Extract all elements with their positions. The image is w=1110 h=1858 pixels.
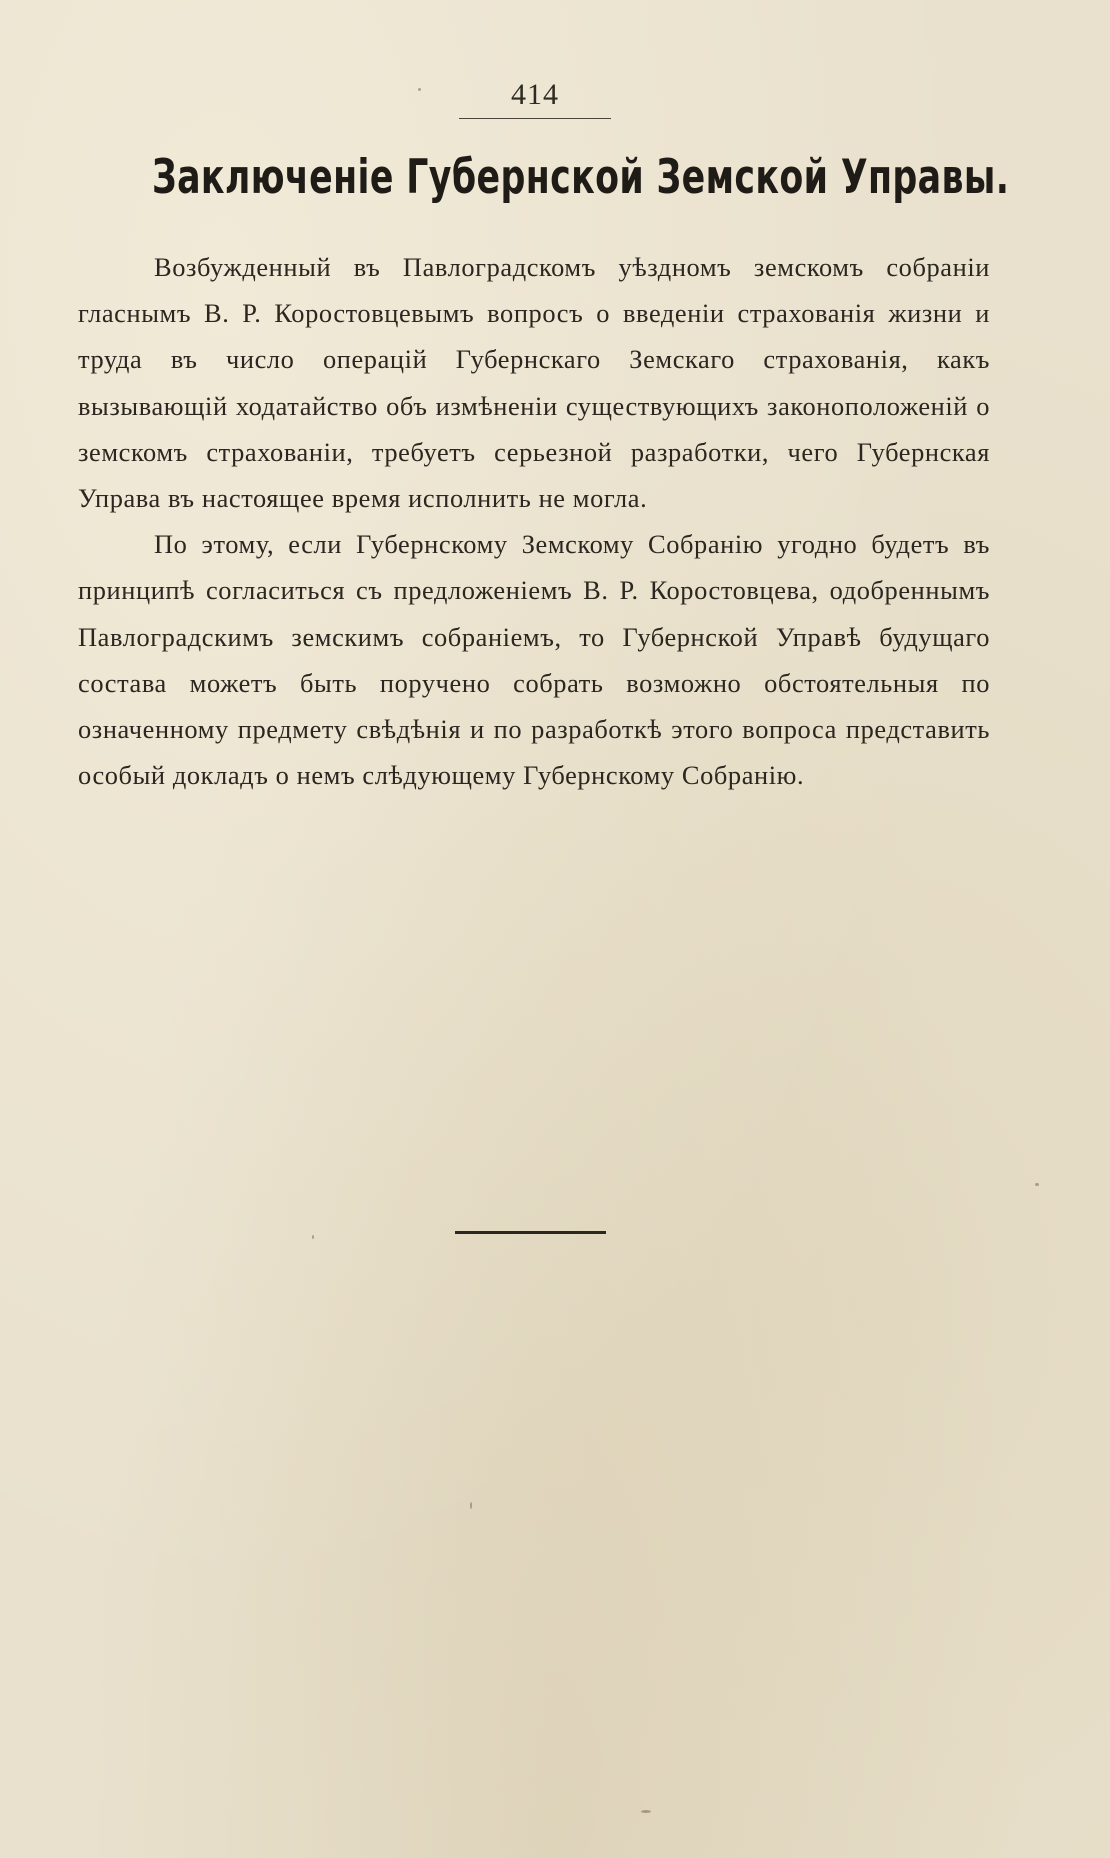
paper-speck	[1035, 1183, 1039, 1186]
section-heading: Заключеніе Губернской Земской Управы.	[152, 150, 1010, 205]
paper-speck	[470, 1502, 472, 1509]
paper-speck	[418, 88, 421, 91]
body-text	[78, 244, 990, 798]
paragraph-2: По этому, если Губернскому Земскому Собранію угодно будетъ въ принципѣ согласиться съ предложеніемъ В. Р. Коростовцева, одобреннымъ Павлоградскимъ земскимъ собраніемъ, то Губернской Управѣ будущаго состава можетъ быть поручено собрать возможно обстоятельныя по означенному предмету свѣдѣнія и по разработкѣ этого вопроса представить особый докладъ о немъ слѣдующему Губернскому Собранію.	[78, 529, 990, 791]
paper-speck	[312, 1235, 314, 1239]
paragraph-1: Возбужденный въ Павлоградскомъ уѣздномъ земскомъ собраніи гласнымъ В. Р. Коростовцевымъ вопросъ о введеніи страхованія жизни и труда въ число операцій Губернскаго Земскаго страхованія, какъ вызывающій ходатайство объ измѣненіи существующихъ законоположеній о земскомъ страхованіи, требуетъ серьезной разработки, чего Губернская Управа въ настоящее время исполнить не могла.	[78, 252, 990, 514]
page-number: 414	[511, 78, 559, 111]
paper-speck	[641, 1810, 651, 1813]
page-number-underline	[459, 118, 611, 119]
end-divider-rule	[455, 1231, 606, 1234]
